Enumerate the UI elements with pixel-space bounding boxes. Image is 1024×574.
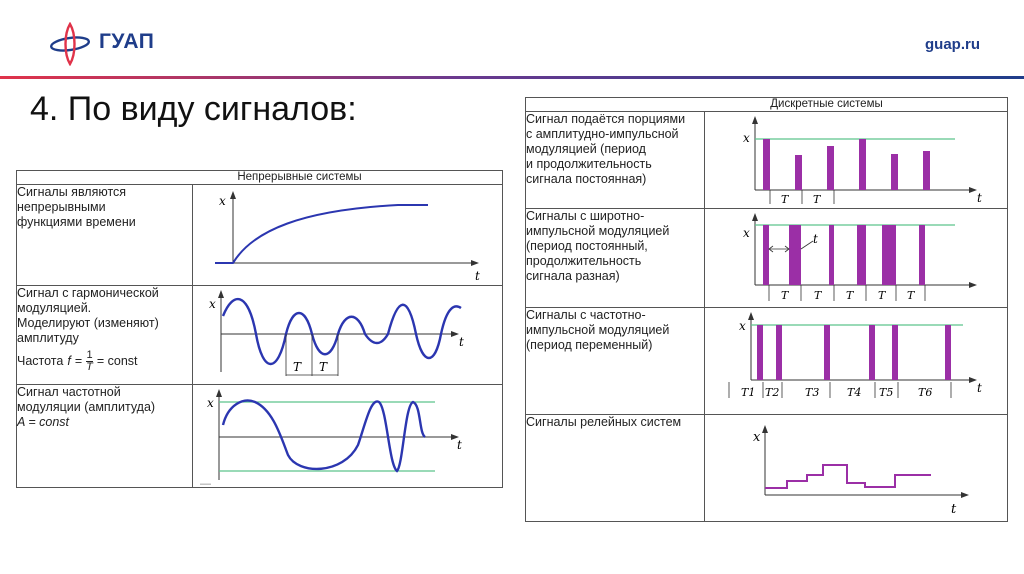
period-label: T bbox=[814, 289, 822, 302]
numerator: 1 bbox=[86, 349, 93, 361]
row-text bbox=[526, 209, 705, 308]
period-label: T6 bbox=[918, 386, 933, 399]
text-line: модуляцией (период bbox=[526, 142, 646, 156]
formula-suffix: = const bbox=[96, 354, 138, 368]
text-line: функциями времени bbox=[17, 215, 136, 229]
text-line: и продолжительность bbox=[526, 157, 652, 171]
period-label: T bbox=[907, 289, 915, 302]
text-line: импульсной модуляцией bbox=[526, 323, 670, 337]
axis-x-label: x bbox=[209, 297, 216, 311]
formula-prefix: Частота bbox=[17, 354, 64, 368]
axis-t-label: t bbox=[977, 191, 982, 204]
pulse-frequency-plot bbox=[705, 308, 1008, 415]
text-line: Моделируют (изменяют) bbox=[17, 316, 159, 330]
text-line: непрерывными bbox=[17, 200, 106, 214]
axis-t-label: t bbox=[951, 502, 957, 517]
formula-fraction bbox=[86, 350, 93, 373]
period-label: T2 bbox=[765, 386, 780, 399]
axis-x-label: x bbox=[739, 319, 746, 333]
period-label: T3 bbox=[805, 386, 820, 399]
discrete-header: Дискретные системы bbox=[526, 98, 1008, 112]
row-text bbox=[526, 112, 705, 209]
text-line: сигнала разная) bbox=[526, 269, 620, 283]
continuous-header: Непрерывные системы bbox=[17, 171, 503, 185]
text-line: A = const bbox=[17, 415, 69, 429]
text-line: импульсной модуляцией bbox=[526, 224, 670, 238]
pulse-width-plot bbox=[705, 209, 1008, 308]
period-label: T bbox=[813, 193, 821, 204]
row-text bbox=[17, 185, 193, 286]
frequency-modulated-signal-plot bbox=[193, 385, 503, 488]
text-line: Сигнал частотной bbox=[17, 385, 121, 399]
text-line: Сигналы с частотно- bbox=[526, 308, 646, 322]
formula-var: f bbox=[67, 354, 71, 368]
text-line: Сигналы являются bbox=[17, 185, 127, 199]
text-line: Сигналы релейных систем bbox=[526, 415, 682, 429]
period-label: T bbox=[781, 193, 789, 204]
period-label: T5 bbox=[879, 386, 894, 399]
axis-t-label: t bbox=[475, 269, 480, 281]
logo-text: ГУАП bbox=[99, 30, 155, 53]
header-divider bbox=[0, 76, 1024, 79]
text-line: амплитуду bbox=[17, 331, 79, 345]
axis-x-label: x bbox=[753, 430, 761, 445]
continuous-systems-table bbox=[16, 170, 503, 488]
row-text bbox=[526, 415, 705, 522]
period-label: T bbox=[293, 360, 302, 374]
text-line: сигнала постоянная) bbox=[526, 172, 647, 186]
relay-signal-plot bbox=[705, 415, 1008, 522]
footer-mark: — bbox=[200, 478, 211, 490]
period-label: T4 bbox=[847, 386, 862, 399]
frequency-formula: Частота f = $\frac{1}{T}$ = const bbox=[17, 349, 138, 373]
row-text bbox=[17, 286, 193, 385]
text-line: (период переменный) bbox=[526, 338, 653, 352]
axis-x-label: x bbox=[207, 396, 214, 410]
width-label: t bbox=[813, 232, 818, 246]
axis-t-label: t bbox=[977, 381, 982, 395]
row-text bbox=[526, 308, 705, 415]
continuous-signal-plot bbox=[193, 185, 503, 286]
period-label: T bbox=[319, 360, 328, 374]
text-line: Сигнал с гармонической bbox=[17, 286, 159, 300]
axis-x-label: x bbox=[743, 131, 750, 145]
axis-x-label: x bbox=[219, 194, 226, 208]
period-label: T1 bbox=[741, 386, 756, 399]
text-line: с амплитудно-импульсной bbox=[526, 127, 679, 141]
axis-t-label: t bbox=[457, 438, 462, 452]
harmonic-signal-plot bbox=[193, 286, 503, 385]
denominator: T bbox=[86, 361, 93, 373]
text-line: (период постоянный, bbox=[526, 239, 648, 253]
axis-x-label: x bbox=[743, 226, 750, 240]
site-url[interactable]: guap.ru bbox=[925, 36, 980, 53]
axis-t-label: t bbox=[459, 335, 464, 349]
text-line: продолжительность bbox=[526, 254, 642, 268]
period-label: T bbox=[781, 289, 789, 302]
text-line: модуляции (амплитуда) bbox=[17, 400, 156, 414]
text-line: модуляцией. bbox=[17, 301, 92, 315]
discrete-systems-table bbox=[525, 97, 1008, 522]
text-line: Сигналы с широтно- bbox=[526, 209, 645, 223]
amplitude-pulse-plot bbox=[705, 112, 1008, 209]
row-text bbox=[17, 385, 193, 488]
period-label: T bbox=[846, 289, 854, 302]
period-label: T bbox=[878, 289, 886, 302]
slide-title: 4. По виду сигналов: bbox=[30, 90, 357, 128]
text-line: Сигнал подаётся порциями bbox=[526, 112, 686, 126]
